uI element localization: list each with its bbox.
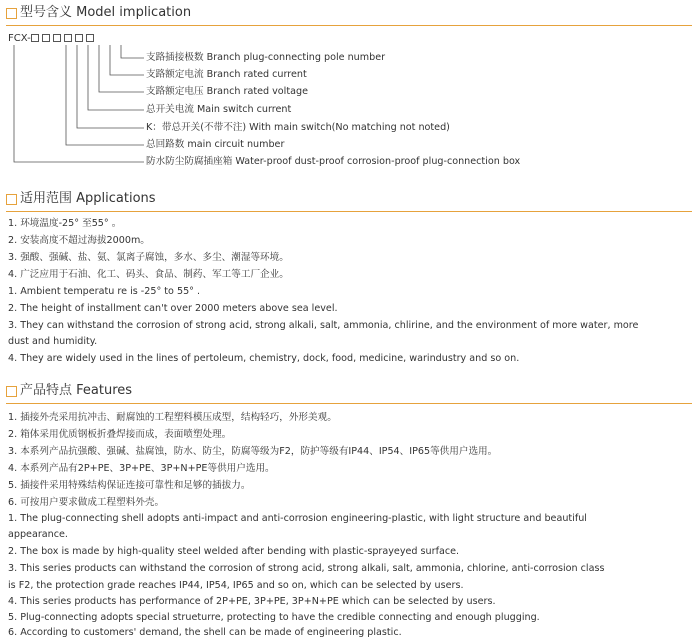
applications-line: 1. 环境温度-25° 至55° 。 [8, 218, 122, 229]
applications-line: 2. 安装高度不超过海拔2000m。 [8, 235, 150, 246]
features-line: 2. 箱体采用优质钢板折叠焊接而成，表面喷塑处理。 [8, 429, 232, 440]
features-line: 1. 插接外壳采用抗冲击、耐腐蚀的工程塑料模压成型，结构轻巧，外形美观。 [8, 412, 337, 423]
features-line: 2. The box is made by high-quality steel welded after bending with plastic-sprayeyed surface. [8, 546, 460, 557]
features-line: 3. This series products can withstand the corrosion of strong acid, strong alkali, salt, ammonia, chlorine, anti-corrosion class [8, 563, 605, 574]
legend-item-main-switch-current: 总开关电流 Main switch current [146, 104, 292, 115]
applications-line: 1. Ambient temperatu re is -25° to 55° . [8, 286, 201, 297]
features-heading: 产品特点 Features [20, 383, 133, 398]
section-marker-icon [6, 386, 17, 397]
features-section-header [6, 382, 692, 402]
features-line: 5. 插接件采用特殊结构保证连接可靠性和足够的插拔力。 [8, 480, 251, 491]
legend-item-box-type: 防水防尘防腐插座箱 Water-proof dust-proof corrosion-proof plug-connection box [146, 156, 521, 167]
features-line: appearance. [8, 529, 68, 540]
features-line: 3. 本系列产品抗强酸、强碱、盐腐蚀，防水、防尘，防腐等级为F2，防护等级有IP44、IP54、IP65等供用户选用。 [8, 446, 498, 457]
features-line: 1. The plug-connecting shell adopts anti-impact and anti-corrosion engineering-plastic, with light structure and beautiful [8, 513, 587, 524]
section-marker-icon [6, 194, 17, 205]
model-heading: 型号含义 Model implication [20, 5, 192, 20]
applications-section-header [6, 190, 692, 210]
features-line: is F2, the protection grade reaches IP44, IP54, IP65 and so on, which can be selected by users. [8, 580, 464, 591]
features-line: 5. Plug-connecting adopts special strueturre, protecting to have the credible connecting and enough plugging. [8, 612, 540, 623]
applications-line: 3. 强酸、强碱、盐、氨、氯离子腐蚀，多水、多尘、潮湿等环境。 [8, 252, 289, 263]
applications-line: 4. They are widely used in the lines of pertoleum, chemistry, dock, food, medicine, warindustry and so on. [8, 353, 520, 364]
features-line: 6. 可按用户要求做成工程塑料外壳。 [8, 497, 165, 508]
model-prefix: FCX- [8, 33, 31, 44]
legend-item-pole-number: 支路插接极数 Branch plug-connecting pole number [146, 52, 386, 63]
section-divider [6, 211, 692, 212]
applications-heading: 适用范围 Applications [20, 191, 156, 206]
applications-line: 4. 广泛应用于石油、化工、码头、食品、制药、军工等工厂企业。 [8, 269, 289, 280]
features-line: 6. According to customers' demand, the shell can be made of engineering plastic. [8, 627, 402, 638]
model-connector-lines [0, 0, 700, 180]
legend-item-branch-voltage: 支路额定电压 Branch rated voltage [146, 86, 308, 97]
applications-line: 2. The height of installment can't over 2000 meters above sea level. [8, 303, 338, 314]
legend-item-main-switch: K：带总开关(不带不注) With main switch(No matching not noted) [146, 122, 450, 133]
features-line: 4. 本系列产品有2P+PE、3P+PE、3P+N+PE等供用户选用。 [8, 463, 275, 474]
section-divider [6, 403, 692, 404]
applications-line: dust and humidity. [8, 336, 98, 347]
applications-line: 3. They can withstand the corrosion of strong acid, strong alkali, salt, ammonia, chlirine, and the environment of more water, more [8, 320, 639, 331]
legend-item-circuit-number: 总回路数 main circuit number [146, 139, 285, 150]
legend-item-branch-current: 支路额定电流 Branch rated current [146, 69, 307, 80]
features-line: 4. This series products has performance of 2P+PE, 3P+PE, 3P+N+PE which can be selected by users. [8, 596, 496, 607]
